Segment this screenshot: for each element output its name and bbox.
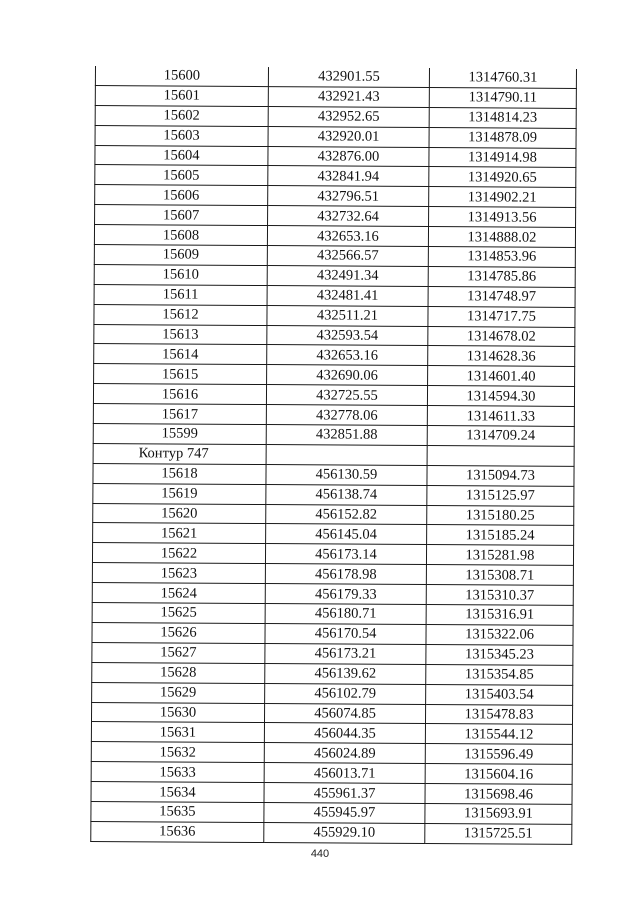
point-number-cell: 15617	[93, 404, 266, 425]
point-number-cell: 15627	[92, 642, 265, 663]
point-number-cell: 15630	[91, 702, 264, 723]
y-coordinate-cell: 1314902.21	[429, 187, 576, 208]
point-number-cell: 15599	[93, 424, 266, 445]
x-coordinate-cell: 432653.16	[267, 345, 428, 366]
y-coordinate-cell: 1315281.98	[426, 545, 573, 566]
x-coordinate-cell: 432841.94	[268, 166, 429, 187]
y-coordinate-cell: 1315725.51	[425, 823, 572, 844]
point-number-cell: 15606	[95, 185, 268, 206]
x-coordinate-cell: 432481.41	[267, 285, 428, 306]
point-number-cell: 15631	[91, 722, 264, 743]
x-coordinate-cell: 456152.82	[266, 504, 427, 525]
point-number-cell: 15620	[93, 503, 266, 524]
point-number-cell: 15634	[91, 782, 264, 803]
point-number-cell: 15601	[95, 85, 268, 106]
point-number-cell: 15600	[95, 66, 268, 86]
point-number-cell: 15602	[95, 105, 268, 126]
point-number-cell: 15622	[92, 543, 265, 564]
y-coordinate-cell: 1314853.96	[428, 247, 575, 268]
x-coordinate-cell: 456178.98	[265, 564, 426, 585]
x-coordinate-cell: 456180.71	[265, 604, 426, 625]
x-coordinate-cell: 456138.74	[266, 484, 427, 505]
y-coordinate-cell: 1315094.73	[427, 465, 574, 486]
x-coordinate-cell: 432901.55	[268, 67, 429, 87]
x-coordinate-cell: 456139.62	[265, 663, 426, 684]
x-coordinate-cell: 455945.97	[264, 802, 425, 823]
x-coordinate-cell: 432593.54	[267, 325, 428, 346]
y-coordinate-cell: 1314709.24	[427, 426, 574, 447]
x-coordinate-cell: 456145.04	[266, 524, 427, 545]
point-number-cell: 15611	[94, 284, 267, 305]
y-coordinate-cell: 1315316.91	[426, 605, 573, 626]
x-coordinate-cell: 432796.51	[268, 186, 429, 207]
point-number-cell: 15610	[94, 264, 267, 285]
y-coordinate-cell: 1314611.33	[427, 406, 574, 427]
point-number-cell: 15623	[92, 563, 265, 584]
y-coordinate-cell: 1315403.54	[426, 684, 573, 705]
y-coordinate-cell: 1314888.02	[428, 227, 575, 248]
y-coordinate-cell: 1315478.83	[425, 704, 572, 725]
x-coordinate-cell: 456102.79	[265, 683, 426, 704]
y-coordinate-cell: 1314601.40	[428, 366, 575, 387]
x-coordinate-cell: 456179.33	[265, 584, 426, 605]
x-coordinate-cell: 432920.01	[268, 126, 429, 147]
y-coordinate-cell: 1315354.85	[426, 664, 573, 685]
point-number-cell: 15626	[92, 622, 265, 643]
point-number-cell: 15632	[91, 742, 264, 763]
y-coordinate-cell: 1315308.71	[426, 565, 573, 586]
x-coordinate-cell: 455961.37	[264, 783, 425, 804]
coordinates-table	[90, 66, 577, 845]
y-coordinate-cell: 1314790.11	[429, 87, 576, 108]
y-coordinate-cell: 1314628.36	[428, 346, 575, 367]
point-number-cell: 15629	[92, 682, 265, 703]
coordinates-table-body	[91, 66, 577, 844]
point-number-cell: 15635	[91, 801, 264, 822]
x-coordinate-cell	[266, 444, 427, 465]
y-coordinate-cell: 1314814.23	[429, 107, 576, 128]
y-coordinate-cell: 1315698.46	[425, 784, 572, 805]
point-number-cell: 15628	[92, 662, 265, 683]
y-coordinate-cell: 1314717.75	[428, 306, 575, 327]
point-number-cell: Контур 747	[93, 443, 266, 464]
page-number: 440	[310, 848, 330, 860]
point-number-cell: 15609	[94, 245, 267, 266]
y-coordinate-cell: 1314594.30	[427, 386, 574, 407]
x-coordinate-cell: 456173.14	[265, 544, 426, 565]
x-coordinate-cell: 432876.00	[268, 146, 429, 167]
x-coordinate-cell: 432566.57	[267, 246, 428, 267]
y-coordinate-cell: 1315345.23	[426, 644, 573, 665]
y-coordinate-cell: 1314785.86	[428, 266, 575, 287]
y-coordinate-cell: 1314913.56	[429, 207, 576, 228]
x-coordinate-cell: 455929.10	[264, 822, 425, 843]
point-number-cell: 15612	[94, 304, 267, 325]
y-coordinate-cell: 1315604.16	[425, 764, 572, 785]
y-coordinate-cell: 1315310.37	[426, 585, 573, 606]
x-coordinate-cell: 456170.54	[265, 623, 426, 644]
point-number-cell: 15621	[93, 523, 266, 544]
point-number-cell: 15633	[91, 762, 264, 783]
x-coordinate-cell: 456044.35	[264, 723, 425, 744]
point-number-cell: 15615	[94, 364, 267, 385]
point-number-cell: 15624	[92, 583, 265, 604]
point-number-cell: 15614	[94, 344, 267, 365]
x-coordinate-cell: 432952.65	[268, 106, 429, 127]
point-number-cell: 15618	[93, 463, 266, 484]
y-coordinate-cell: 1314678.02	[428, 326, 575, 347]
x-coordinate-cell: 432778.06	[266, 405, 427, 426]
point-number-cell: 15619	[93, 483, 266, 504]
y-coordinate-cell: 1314760.31	[429, 68, 576, 88]
x-coordinate-cell: 456024.89	[264, 743, 425, 764]
x-coordinate-cell: 432653.16	[267, 226, 428, 247]
y-coordinate-cell: 1315180.25	[427, 505, 574, 526]
point-number-cell: 15603	[95, 125, 268, 146]
x-coordinate-cell: 432511.21	[267, 305, 428, 326]
x-coordinate-cell: 456173.21	[265, 643, 426, 664]
x-coordinate-cell: 456130.59	[266, 464, 427, 485]
table-row	[91, 821, 572, 844]
point-number-cell: 15625	[92, 603, 265, 624]
point-number-cell: 15616	[93, 384, 266, 405]
point-number-cell: 15604	[95, 145, 268, 166]
point-number-cell: 15607	[95, 205, 268, 226]
point-number-cell: 15613	[94, 324, 267, 345]
x-coordinate-cell: 432725.55	[266, 385, 427, 406]
y-coordinate-cell: 1314914.98	[429, 147, 576, 168]
x-coordinate-cell: 432921.43	[268, 86, 429, 107]
y-coordinate-cell: 1314748.97	[428, 286, 575, 307]
point-number-cell: 15605	[95, 165, 268, 186]
y-coordinate-cell: 1315596.49	[425, 744, 572, 765]
y-coordinate-cell	[427, 445, 574, 466]
x-coordinate-cell: 456013.71	[264, 763, 425, 784]
x-coordinate-cell: 432491.34	[267, 265, 428, 286]
x-coordinate-cell: 432851.88	[266, 425, 427, 446]
y-coordinate-cell: 1315322.06	[426, 624, 573, 645]
x-coordinate-cell: 456074.85	[264, 703, 425, 724]
y-coordinate-cell: 1315125.97	[427, 485, 574, 506]
y-coordinate-cell: 1314920.65	[429, 167, 576, 188]
point-number-cell: 15636	[91, 821, 264, 842]
y-coordinate-cell: 1315544.12	[425, 724, 572, 745]
y-coordinate-cell: 1315693.91	[425, 803, 572, 824]
x-coordinate-cell: 432690.06	[267, 365, 428, 386]
y-coordinate-cell: 1315185.24	[427, 525, 574, 546]
y-coordinate-cell: 1314878.09	[429, 127, 576, 148]
x-coordinate-cell: 432732.64	[268, 206, 429, 227]
point-number-cell: 15608	[94, 225, 267, 246]
